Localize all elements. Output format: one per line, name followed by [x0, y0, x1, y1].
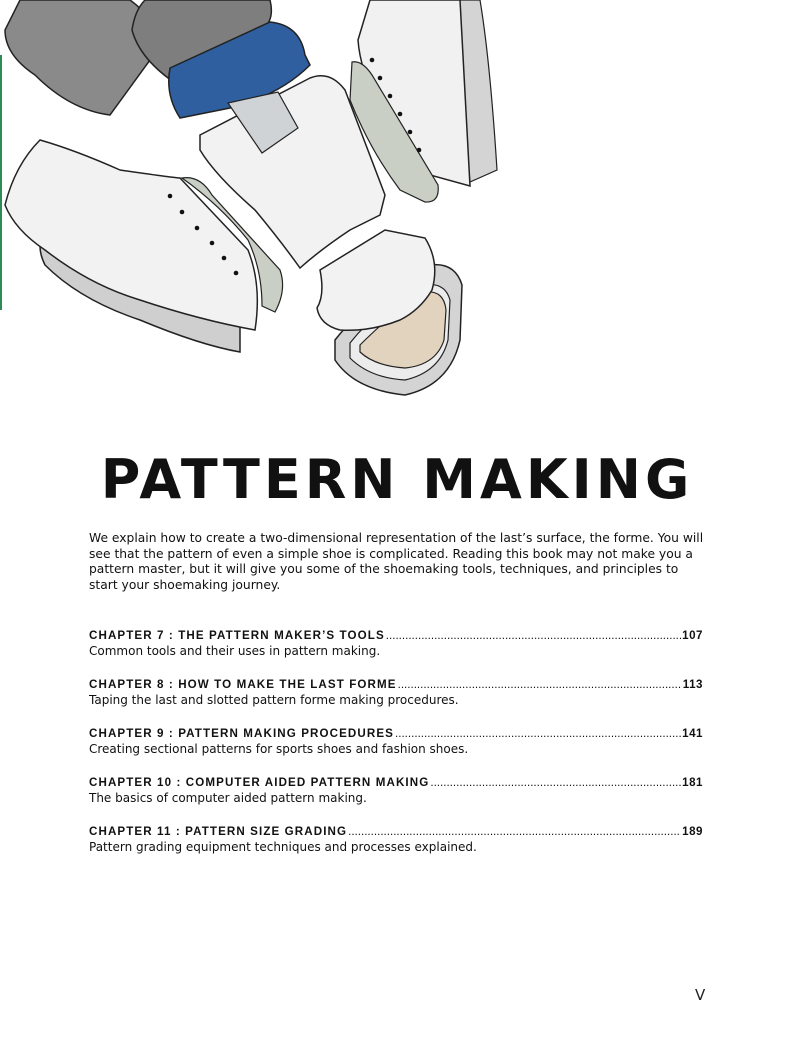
- shoe-pattern-pieces-illustration: [0, 0, 794, 420]
- toc-entry: [89, 824, 703, 873]
- dot-leader: [430, 775, 681, 790]
- toc-entry: [89, 677, 703, 726]
- chapter-title: CHAPTER 8 : HOW TO MAKE THE LAST FORME: [89, 678, 397, 691]
- dot-leader: [395, 726, 681, 741]
- chapter-title: CHAPTER 9 : PATTERN MAKING PROCEDURES: [89, 727, 395, 740]
- dot-leader: [386, 628, 681, 643]
- chapter-description: Creating sectional patterns for sports shoes and fashion shoes.: [89, 742, 469, 756]
- chapter-page-number: 181: [682, 776, 703, 789]
- toc-entry-heading: [89, 677, 703, 692]
- intro-paragraph: We explain how to create a two-dimensional representation of the last’s surface, the forme. You will see that the pattern of even a simple shoe is complicated. Reading this book may not make you a pattern master, but it will give you some of the shoemaking tools, techniques, and principles to start your shoemaking journey.: [89, 531, 704, 592]
- chapter-description: Common tools and their uses in pattern making.: [89, 644, 381, 658]
- page-folio: V: [695, 986, 706, 1004]
- chapter-page-number: 113: [682, 678, 703, 691]
- toc-entry: [89, 628, 703, 677]
- toc-entry-heading: [89, 628, 703, 643]
- page-title: PATTERN MAKING: [100, 448, 694, 511]
- chapter-description: Pattern grading equipment techniques and processes explained.: [89, 840, 477, 854]
- chapter-title: CHAPTER 11 : PATTERN SIZE GRADING: [89, 825, 348, 838]
- toc-entry-heading: [89, 824, 703, 839]
- toc-entry-heading: [89, 726, 703, 741]
- table-of-contents: [89, 628, 703, 873]
- chapter-page-number: 107: [682, 629, 703, 642]
- chapter-title: CHAPTER 7 : THE PATTERN MAKER’S TOOLS: [89, 629, 385, 642]
- chapter-description: The basics of computer aided pattern making.: [89, 791, 367, 805]
- chapter-page-number: 141: [682, 727, 703, 740]
- toc-entry: [89, 726, 703, 775]
- toc-entry: [89, 775, 703, 824]
- dot-leader: [398, 677, 682, 692]
- toc-entry-heading: [89, 775, 703, 790]
- chapter-page-number: 189: [682, 825, 703, 838]
- chapter-description: Taping the last and slotted pattern forme making procedures.: [89, 693, 459, 707]
- chapter-title: CHAPTER 10 : COMPUTER AIDED PATTERN MAKING: [89, 776, 430, 789]
- grey-lining-piece: [5, 0, 155, 115]
- dot-leader: [348, 824, 681, 839]
